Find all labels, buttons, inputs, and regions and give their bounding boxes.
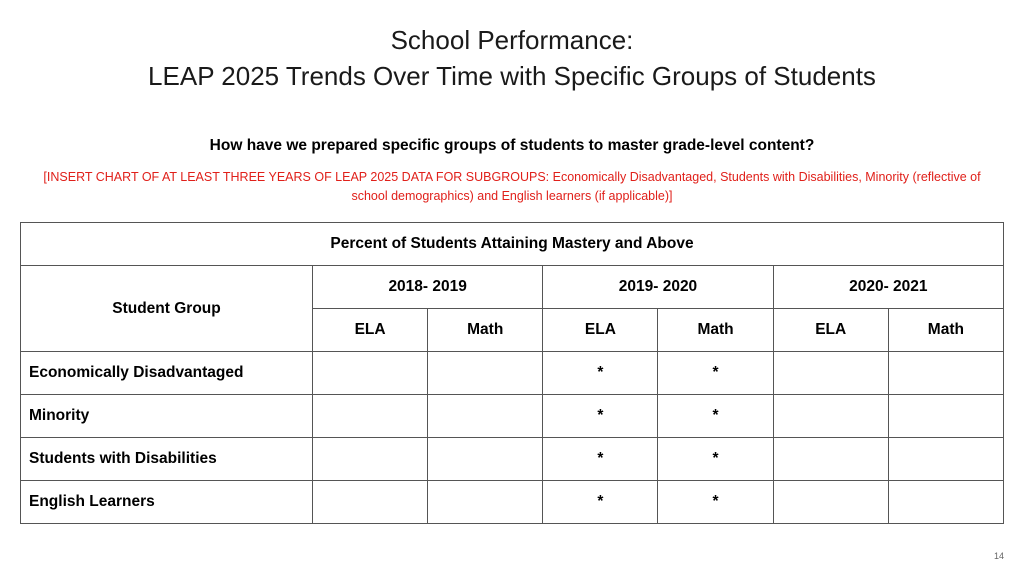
table-row (21, 481, 1004, 524)
slide-title-line-1: School Performance: (390, 25, 634, 55)
table-cell (428, 481, 543, 524)
table-caption: Percent of Students Attaining Mastery and Above (21, 223, 1004, 266)
table-cell: * (543, 395, 658, 438)
subject-header-ela: ELA (773, 309, 888, 352)
row-label-minority: Minority (21, 395, 313, 438)
table-cell (773, 481, 888, 524)
year-header-2020-2021: 2020- 2021 (773, 266, 1003, 309)
year-header-row (21, 266, 1004, 309)
table-row (21, 395, 1004, 438)
table-cell (313, 481, 428, 524)
page-number: 14 (993, 551, 1004, 561)
guiding-question: How have we prepared specific groups of students to master grade-level content? (209, 137, 815, 154)
table-cell (313, 438, 428, 481)
table-cell (888, 438, 1003, 481)
table-row (21, 352, 1004, 395)
slide-title-line-2: LEAP 2025 Trends Over Time with Specific Groups of Students (148, 61, 876, 91)
performance-table (20, 222, 1004, 524)
slide-title (0, 22, 1024, 94)
year-header-2019-2020: 2019- 2020 (543, 266, 773, 309)
row-label-economically-disadvantaged: Economically Disadvantaged (21, 352, 313, 395)
table-cell (888, 395, 1003, 438)
table-cell (773, 352, 888, 395)
table-cell: * (543, 352, 658, 395)
subject-header-ela: ELA (543, 309, 658, 352)
table-cell (888, 352, 1003, 395)
table-cell (313, 352, 428, 395)
table-row (21, 438, 1004, 481)
table-cell: * (658, 481, 773, 524)
subject-header-math: Math (428, 309, 543, 352)
subject-header-math: Math (888, 309, 1003, 352)
insert-chart-instruction: [INSERT CHART OF AT LEAST THREE YEARS OF LEAP 2025 DATA FOR SUBGROUPS: Economically Disadvantaged, Students with Disabilities, Minority (reflective of school demographics) and English learners (if applicable)] (43, 170, 981, 203)
year-header-2018-2019: 2018- 2019 (313, 266, 543, 309)
row-label-students-with-disabilities: Students with Disabilities (21, 438, 313, 481)
table-cell (428, 438, 543, 481)
table-cell: * (543, 481, 658, 524)
subject-header-math: Math (658, 309, 773, 352)
table-cell (773, 438, 888, 481)
table-cell (428, 395, 543, 438)
table-cell: * (658, 438, 773, 481)
table-cell: * (658, 352, 773, 395)
table-cell (313, 395, 428, 438)
student-group-header: Student Group (21, 266, 313, 352)
table-cell (428, 352, 543, 395)
table-cell: * (543, 438, 658, 481)
table-caption-row (21, 223, 1004, 266)
table-cell: * (658, 395, 773, 438)
subject-header-ela: ELA (313, 309, 428, 352)
table-cell (888, 481, 1003, 524)
row-label-english-learners: English Learners (21, 481, 313, 524)
table-cell (773, 395, 888, 438)
